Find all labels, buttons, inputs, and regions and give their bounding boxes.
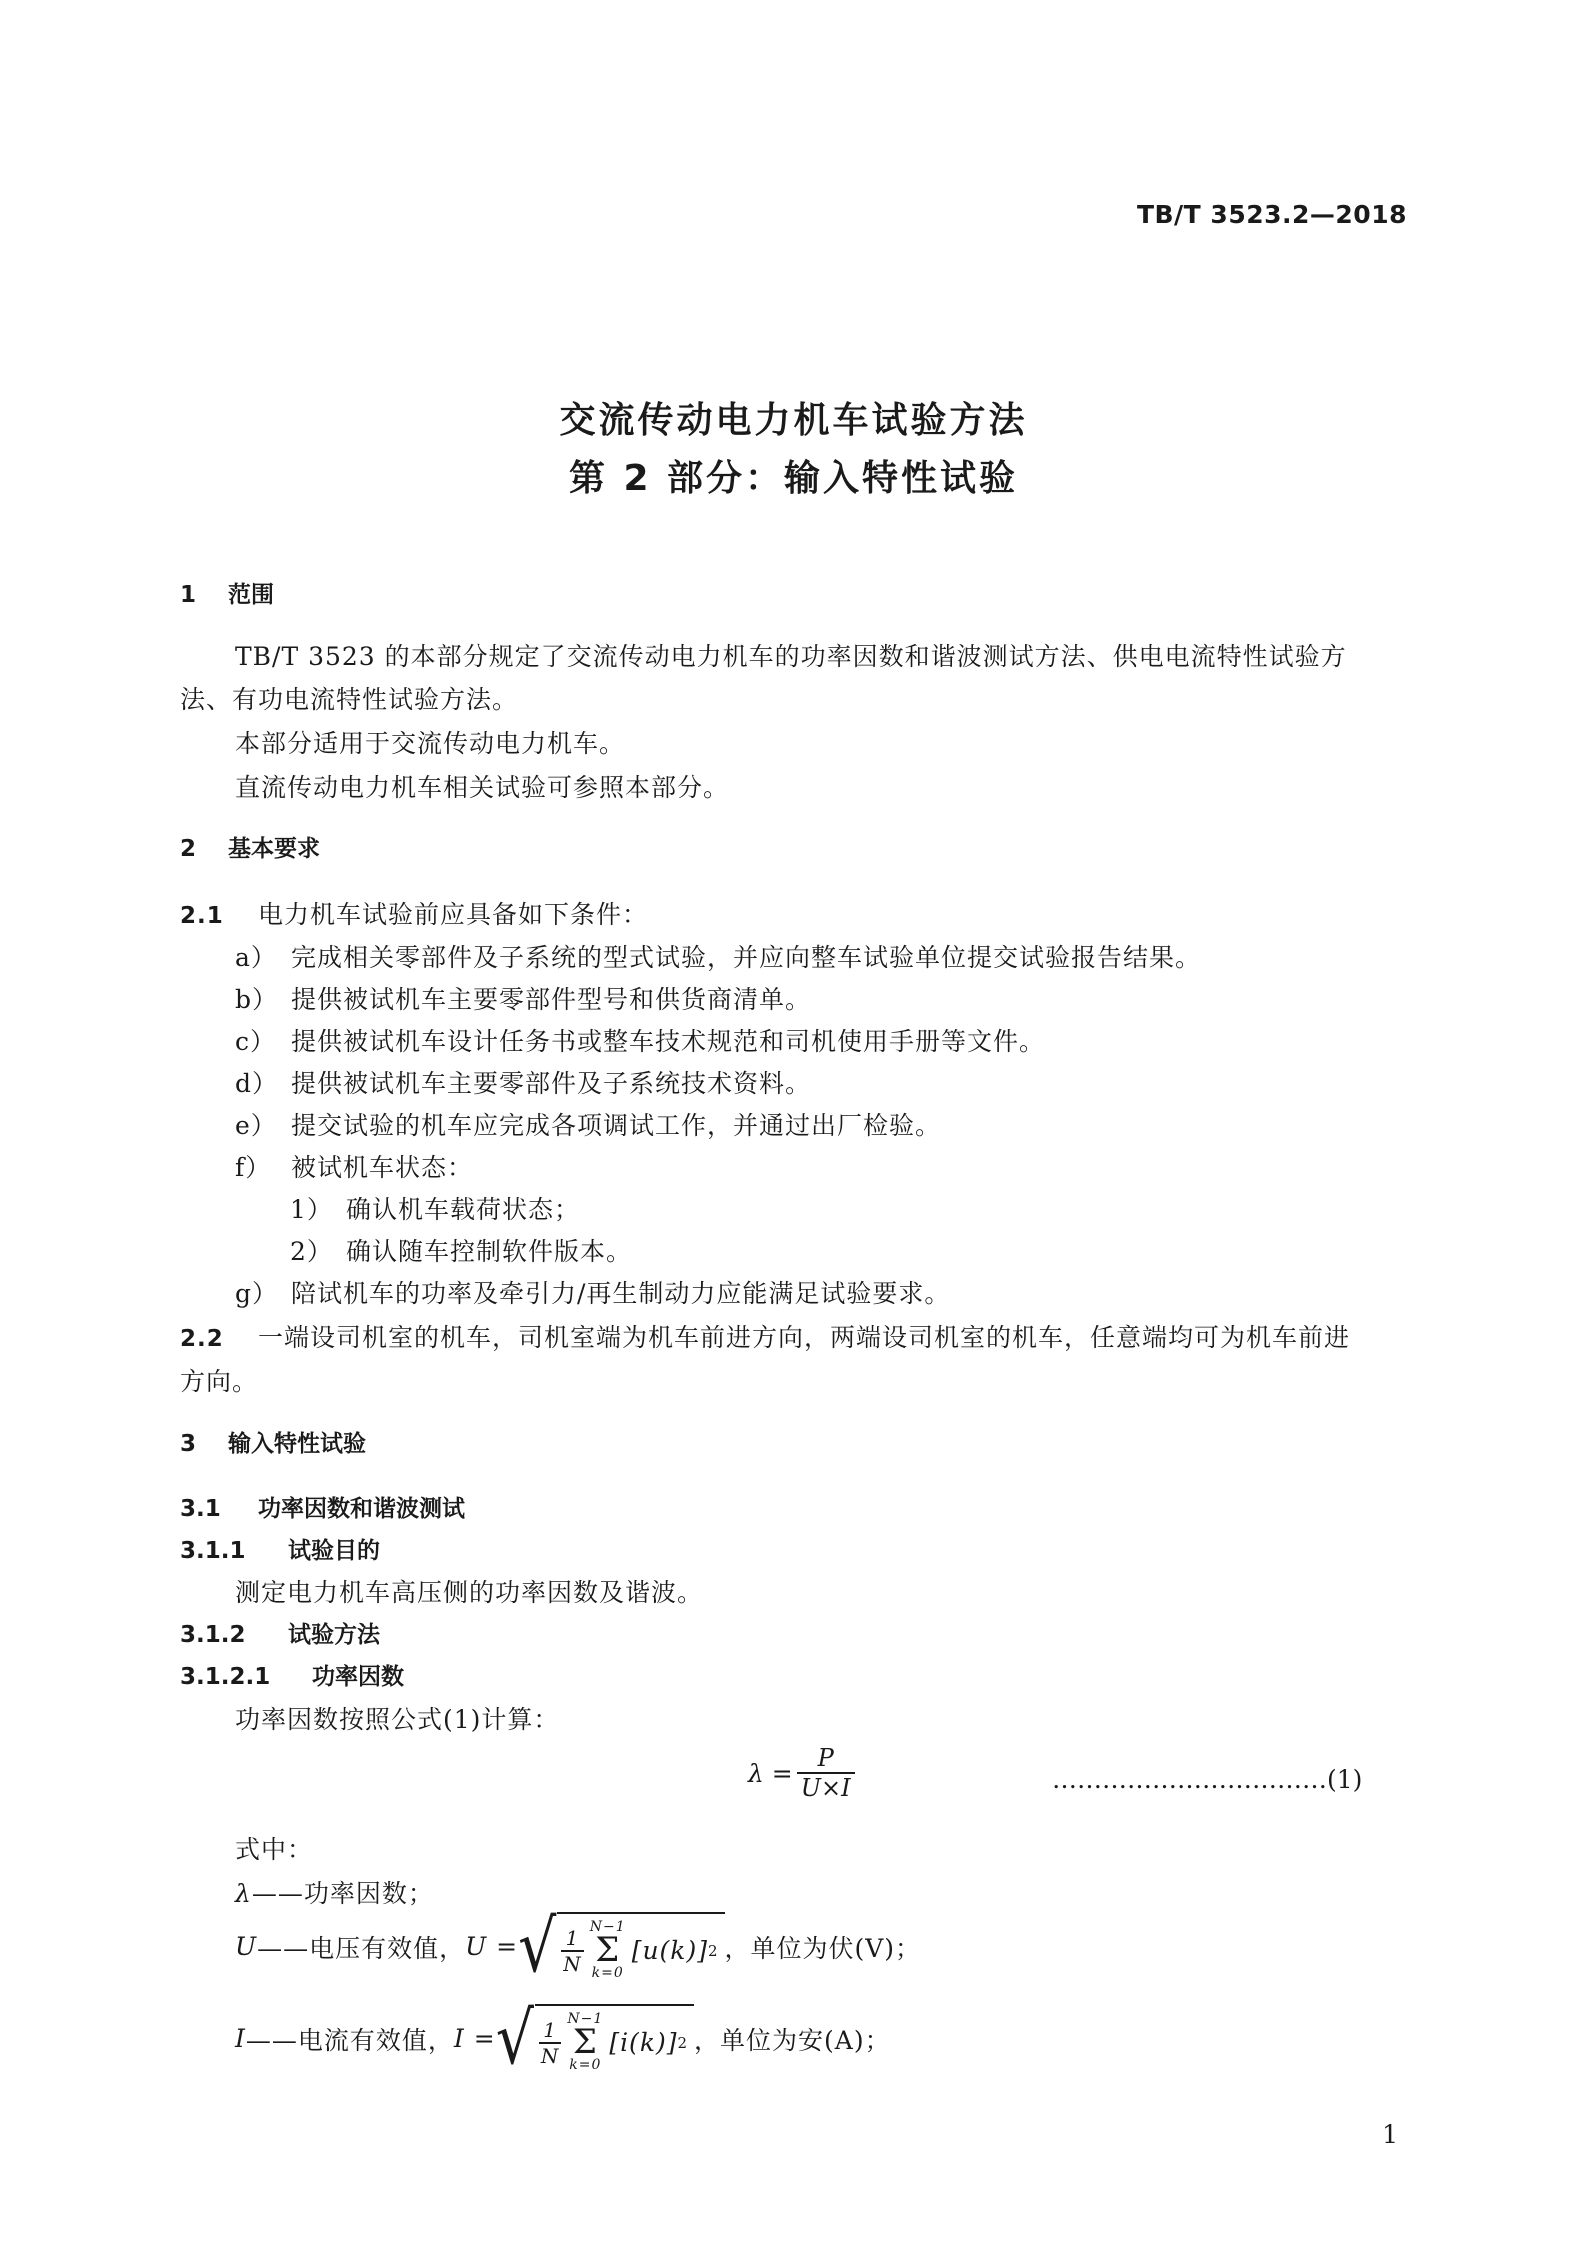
radical-sign: √ (518, 1904, 558, 1989)
formula-lhs: I = (453, 2024, 496, 2054)
list-label: 1） (290, 1195, 333, 1224)
sqrt-expression (495, 1996, 694, 2081)
equation-1-number (1052, 1765, 1362, 1794)
fraction-denominator: N (563, 1951, 582, 1976)
formula-lhs: U = (465, 1932, 519, 1962)
list-text: 完成相关零部件及子系统的型式试验，并应向整车试验单位提交试验报告结果。 (291, 943, 1202, 972)
paragraph-scope-1b: 法、有功电流特性试验方法。 (180, 685, 519, 714)
equation-1 (748, 1744, 855, 1802)
section-number: 3.1.2.1 (180, 1664, 271, 1690)
fraction-denominator: U×I (797, 1772, 855, 1802)
fraction-denominator: N (540, 2043, 560, 2068)
paragraph-purpose: 测定电力机车高压侧的功率因数及谐波。 (235, 1578, 704, 1607)
section-title: 试验方法 (288, 1622, 380, 1648)
document-title: 交流传动电力机车试验方法 (559, 400, 1028, 441)
fraction-numerator: P (817, 1744, 834, 1772)
symbol: I (235, 2024, 246, 2054)
list-label: 2） (290, 1237, 333, 1266)
sqrt-expression (518, 1904, 724, 1989)
list-text: 被试机车状态： (291, 1153, 474, 1182)
section-title: 输入特性试验 (228, 1431, 366, 1457)
section-title: 试验目的 (288, 1538, 380, 1564)
clause-text: 电力机车试验前应具备如下条件： (258, 900, 649, 929)
fraction-numerator: 1 (565, 1925, 580, 1950)
paragraph-formula-intro: 功率因数按照公式(1)计算： (235, 1705, 560, 1734)
list-label: c） (235, 1027, 277, 1056)
list-text: 提供被试机车主要零部件及子系统技术资料。 (291, 1069, 812, 1098)
sum-upper: N−1 (567, 2011, 604, 2027)
standard-number: TB/T 3523.2—2018 (1136, 200, 1407, 229)
list-label: f） (235, 1153, 272, 1182)
unit-text: ，单位为安(A)； (694, 2025, 891, 2055)
list-item-e (235, 1106, 941, 1142)
list-text: 确认随车控制软件版本。 (346, 1237, 633, 1266)
definition-text: ——功率因数； (251, 1879, 434, 1908)
definition-current (235, 1996, 891, 2081)
list-text: 提交试验的机车应完成各项调试工作，并通过出厂检验。 (291, 1111, 942, 1140)
sum-lower: k=0 (569, 2056, 602, 2073)
document-subtitle: 第 2 部分：输入特性试验 (568, 458, 1019, 499)
sum-lower: k=0 (591, 1964, 624, 1981)
list-label: d） (235, 1069, 279, 1098)
equation-lhs: λ = (748, 1758, 793, 1788)
definition-voltage (235, 1904, 922, 1989)
leader-dots: …………………………… (1052, 1765, 1327, 1794)
sub-item-1 (290, 1190, 580, 1226)
sub-item-2 (290, 1232, 632, 1268)
section-3-1-heading (180, 1490, 465, 1523)
section-number: 3 (180, 1431, 197, 1457)
list-item-d (235, 1064, 811, 1100)
list-text: 提供被试机车主要零部件型号和供货商清单。 (291, 985, 812, 1014)
list-item-g (235, 1274, 950, 1310)
list-item-a (235, 938, 1201, 974)
radicand (535, 2004, 694, 2073)
list-label: g） (235, 1279, 279, 1308)
section-title: 基本要求 (228, 836, 320, 862)
list-label: e） (235, 1111, 277, 1140)
fraction-numerator: 1 (543, 2017, 558, 2042)
definition-text: ——电流有效值， (245, 2025, 454, 2055)
list-text: 陪试机车的功率及牵引力/再生制动力应能满足试验要求。 (291, 1279, 951, 1308)
section-number: 1 (180, 582, 197, 608)
section-title: 功率因数和谐波测试 (258, 1496, 465, 1522)
symbol: U (235, 1932, 258, 1962)
section-number: 3.1.1 (180, 1538, 246, 1564)
clause-2-2-cont: 方向。 (180, 1367, 259, 1396)
list-item-b (235, 980, 811, 1016)
paragraph-scope-2: 本部分适用于交流传动电力机车。 (235, 729, 626, 758)
section-1-heading (180, 576, 274, 609)
definition-text: ——电压有效值， (257, 1933, 466, 1963)
equation-fraction (797, 1744, 855, 1802)
paragraph-scope-1a: TB/T 3523 的本部分规定了交流传动电力机车的功率因数和谐波测试方法、供电电流特性试验方 (235, 642, 1347, 671)
section-3-1-2-1-heading (180, 1658, 404, 1691)
symbol: λ (235, 1879, 252, 1908)
radical-sign: √ (495, 1996, 535, 2081)
section-title: 范围 (228, 582, 274, 608)
sum-term: [u(k)] (631, 1936, 708, 1966)
list-text: 提供被试机车设计任务书或整车技术规范和司机使用手册等文件。 (291, 1027, 1046, 1056)
section-3-heading (180, 1425, 366, 1458)
clause-number: 2.2 (180, 1326, 224, 1352)
where-label: 式中： (235, 1835, 314, 1864)
section-number: 2 (180, 836, 197, 862)
section-number: 3.1 (180, 1496, 221, 1522)
fraction (539, 2018, 562, 2068)
exponent: 2 (677, 2033, 689, 2052)
list-item-f (235, 1148, 473, 1184)
clause-2-1 (180, 895, 648, 931)
clause-number: 2.1 (180, 903, 224, 929)
sum-term: [i(k)] (609, 2028, 678, 2058)
exponent: 2 (707, 1941, 719, 1960)
section-title: 功率因数 (312, 1664, 404, 1690)
page-number: 1 (1382, 2120, 1399, 2149)
list-text: 确认机车载荷状态； (346, 1195, 581, 1224)
clause-text: 一端设司机室的机车，司机室端为机车前进方向，两端设司机室的机车，任意端均可为机车前进 (258, 1323, 1351, 1352)
fraction (561, 1926, 584, 1976)
list-item-c (235, 1022, 1045, 1058)
summation: N−1 Σ k=0 (589, 1919, 626, 1981)
clause-2-2 (180, 1318, 1350, 1354)
radicand (557, 1912, 724, 1981)
equation-label: (1) (1327, 1765, 1363, 1794)
section-3-1-2-heading (180, 1616, 380, 1649)
definition-lambda (235, 1874, 434, 1910)
section-2-heading (180, 830, 320, 863)
list-label: a） (235, 943, 277, 972)
list-label: b） (235, 985, 279, 1014)
summation: N−1 Σ k=0 (567, 2011, 604, 2073)
section-number: 3.1.2 (180, 1622, 246, 1648)
section-3-1-1-heading (180, 1532, 380, 1565)
unit-text: ，单位为伏(V)； (724, 1933, 922, 1963)
sum-upper: N−1 (589, 1919, 626, 1935)
paragraph-scope-3: 直流传动电力机车相关试验可参照本部分。 (235, 773, 730, 802)
